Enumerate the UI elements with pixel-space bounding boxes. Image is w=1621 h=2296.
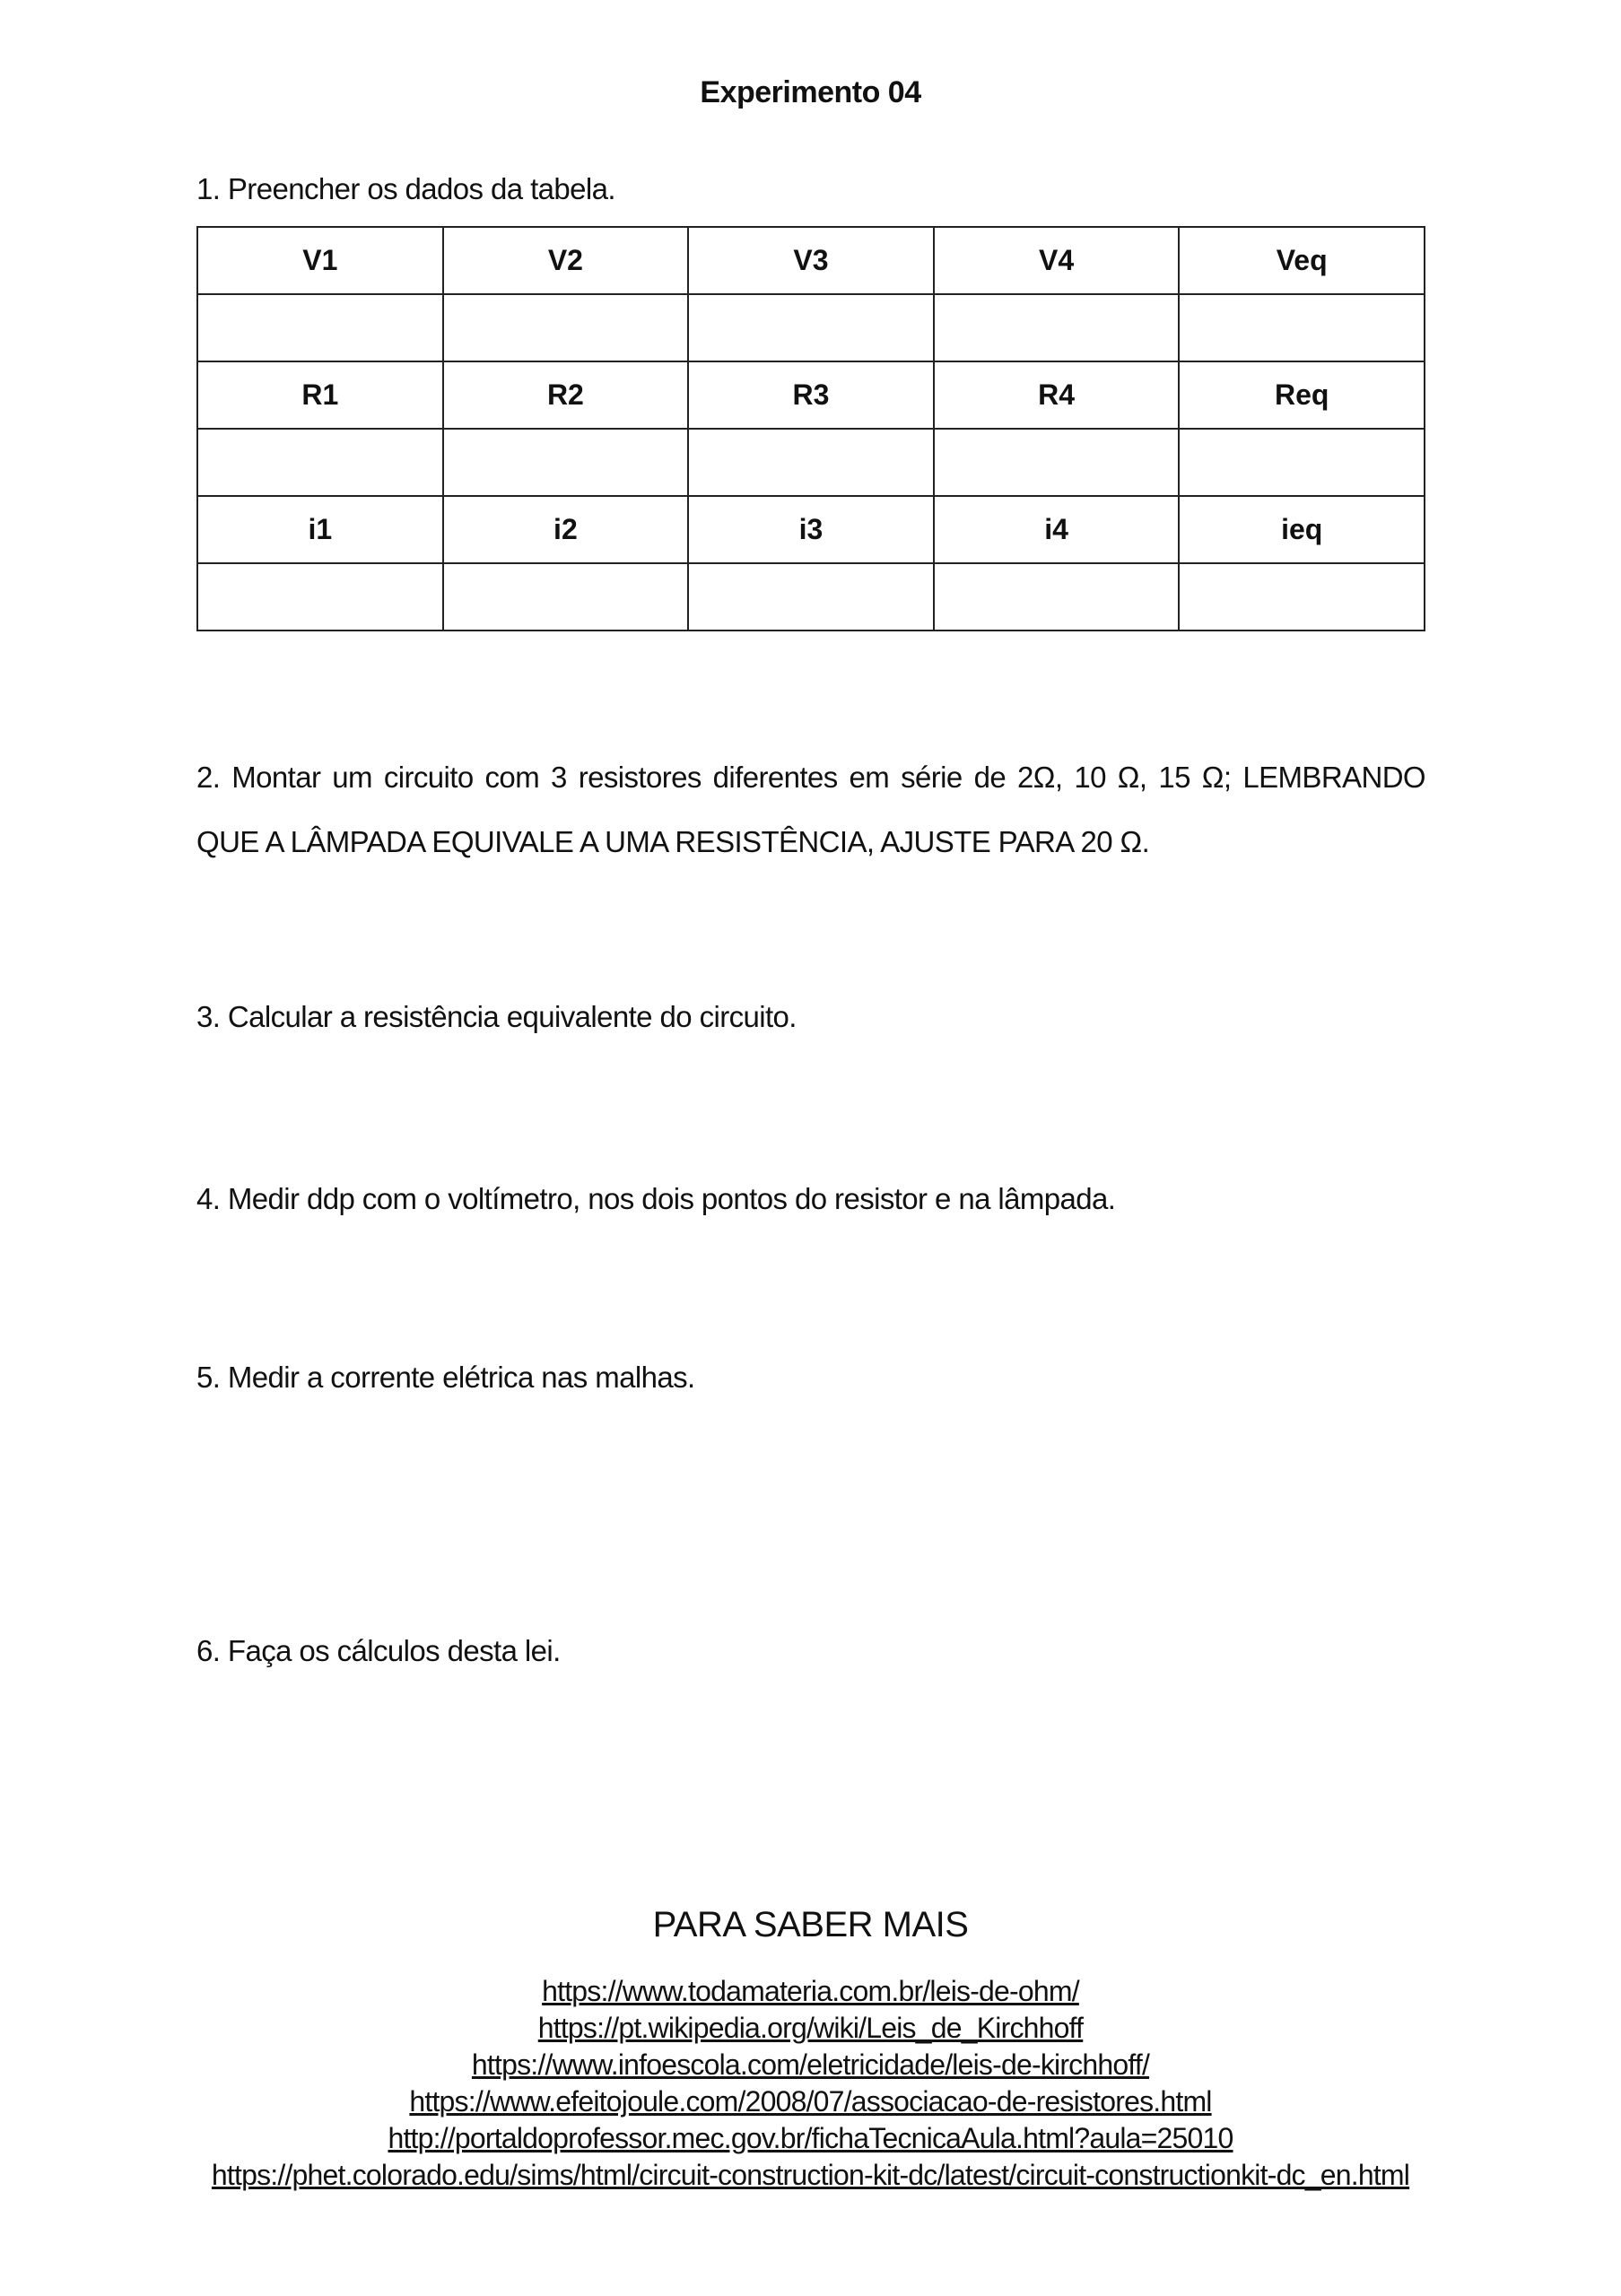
header-i4: i4: [934, 496, 1180, 563]
empty-cell: [1179, 294, 1425, 361]
header-v1: V1: [197, 227, 443, 294]
header-ieq: ieq: [1179, 496, 1425, 563]
empty-cell: [1179, 563, 1425, 631]
header-r1: R1: [197, 361, 443, 429]
resistance-value-row: [197, 429, 1425, 496]
empty-cell: [197, 563, 443, 631]
header-r3: R3: [688, 361, 934, 429]
voltage-header-row: [197, 227, 1425, 294]
voltage-value-row: [197, 294, 1425, 361]
empty-cell: [443, 563, 689, 631]
step-4-text: 4. Medir ddp com o voltímetro, nos dois pontos do resistor e na lâmpada.: [196, 1182, 1116, 1215]
empty-cell: [688, 429, 934, 496]
more-info-heading: PARA SABER MAIS: [652, 1905, 969, 1944]
reference-links: [0, 1973, 1621, 2194]
step-5-text: 5. Medir a corrente elétrica nas malhas.: [196, 1361, 695, 1394]
empty-cell: [443, 429, 689, 496]
empty-cell: [688, 294, 934, 361]
document-title: Experimento 04: [700, 75, 921, 109]
current-value-row: [197, 563, 1425, 631]
current-header-row: [197, 496, 1425, 563]
header-r2: R2: [443, 361, 689, 429]
header-v3: V3: [688, 227, 934, 294]
empty-cell: [934, 563, 1180, 631]
link-portaldoprofessor[interactable]: http://portaldoprofessor.mec.gov.br/fichaTecnicaAula.html?aula=25010: [388, 2122, 1233, 2154]
header-i2: i2: [443, 496, 689, 563]
step-3-text: 3. Calcular a resistência equivalente do circuito.: [196, 1000, 797, 1033]
header-i3: i3: [688, 496, 934, 563]
header-i1: i1: [197, 496, 443, 563]
header-r4: R4: [934, 361, 1180, 429]
link-wikipedia[interactable]: https://pt.wikipedia.org/wiki/Leis_de_Kirchhoff: [537, 2012, 1084, 2044]
empty-cell: [934, 429, 1180, 496]
empty-cell: [934, 294, 1180, 361]
link-infoescola[interactable]: https://www.infoescola.com/eletricidade/leis-de-kirchhoff/: [471, 2048, 1150, 2081]
link-todamateria[interactable]: https://www.todamateria.com.br/leis-de-ohm/: [542, 1975, 1079, 2007]
link-phet[interactable]: https://phet.colorado.edu/sims/html/circuit-construction-kit-dc/latest/circuit-constructionkit-dc_en.html: [211, 2159, 1410, 2191]
header-req: Req: [1179, 361, 1425, 429]
empty-cell: [688, 563, 934, 631]
link-efeitojoule[interactable]: https://www.efeitojoule.com/2008/07/associacao-de-resistores.html: [409, 2085, 1212, 2118]
data-table: [196, 226, 1425, 631]
empty-cell: [197, 294, 443, 361]
empty-cell: [197, 429, 443, 496]
resistance-header-row: [197, 361, 1425, 429]
step-1-text: 1. Preencher os dados da tabela.: [196, 172, 615, 205]
header-veq: Veq: [1179, 227, 1425, 294]
header-v2: V2: [443, 227, 689, 294]
empty-cell: [443, 294, 689, 361]
header-v4: V4: [934, 227, 1180, 294]
step-2-text: 2. Montar um circuito com 3 resistores diferentes em série de 2Ω, 10 Ω, 15 Ω; LEMBRANDO QUE A LÂMPADA EQUIVALE A UMA RESISTÊNCIA, AJUSTE PARA 20 Ω.: [196, 761, 1425, 858]
step-6-text: 6. Faça os cálculos desta lei.: [196, 1634, 561, 1667]
empty-cell: [1179, 429, 1425, 496]
